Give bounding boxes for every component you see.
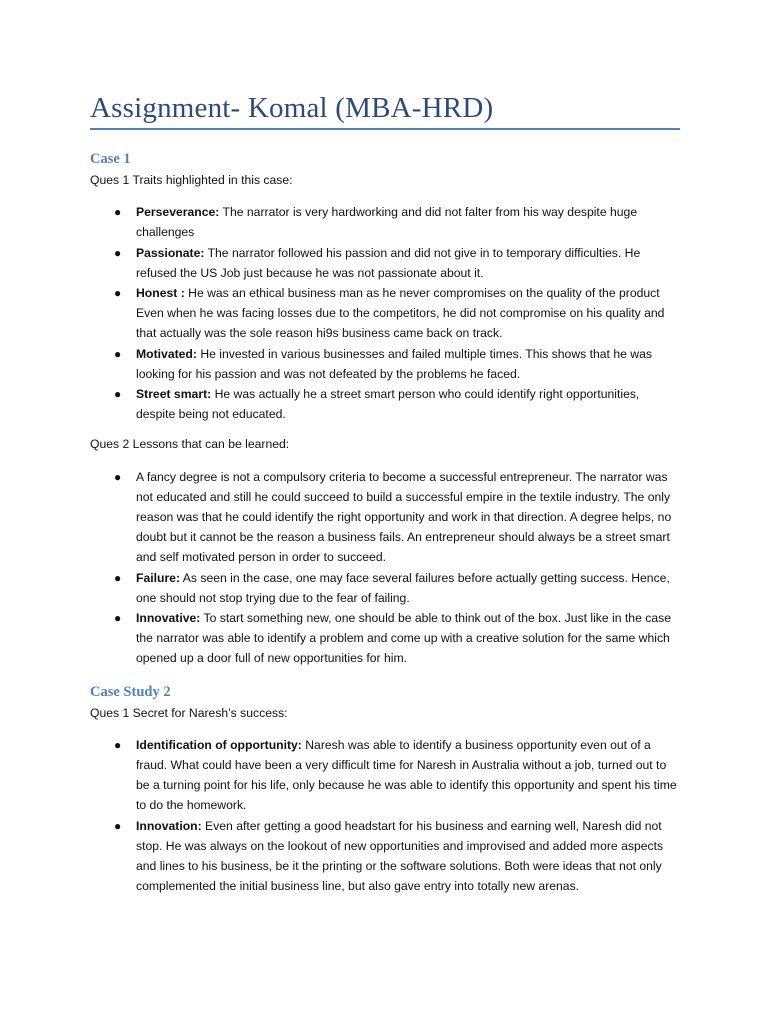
item-text: As seen in the case, one may face several failures before actually getting success. Hence, one should not stop trying due to the fear of failing. bbox=[136, 570, 670, 605]
item-term: Street smart: bbox=[136, 387, 212, 402]
bullet-icon: ● bbox=[114, 611, 122, 626]
document-body bbox=[90, 148, 680, 897]
bullet-icon: ● bbox=[114, 245, 122, 260]
bullet-icon: ● bbox=[114, 205, 122, 220]
item-text: Naresh was able to identify a business opportunity even out of a fraud. What could have been a very difficult time for Naresh in Australia without a job, turned out to be a turning point for his life, only because he was able to identify this opportunity and spent his time to do the homework. bbox=[136, 737, 677, 813]
bullet-icon: ● bbox=[114, 387, 122, 402]
item-text: A fancy degree is not a compulsory criteria to become a successful entrepreneur. The narrator was not educated and still he could succeed to build a successful empire in the textile industry. The only reason was that he could identify the right opportunity and work in that direction. A degree helps, no doubt but it cannot be the reason a business fails. An entrepreneur should always be a street smart and self motivated person in order to succeed. bbox=[136, 469, 672, 565]
traits-list bbox=[90, 202, 680, 424]
success-list bbox=[90, 735, 680, 897]
item-term: Passionate: bbox=[136, 245, 205, 260]
bullet-icon: ● bbox=[114, 286, 122, 301]
item-term: Innovation: bbox=[136, 818, 202, 833]
list-item bbox=[90, 202, 680, 242]
bullet-icon: ● bbox=[114, 469, 122, 484]
item-text: He was actually he a street smart person who could identify right opportunities, despite being not educated. bbox=[136, 387, 640, 422]
item-term: Failure: bbox=[136, 570, 181, 585]
item-text: Even after getting a good headstart for his business and earning well, Naresh did not stop. He was always on the lookout of new opportunities and improvised and added more aspects and lines to his business, be it the printing or the software solutions. Both were ideas that not only complemented the initial business line, but also gave entry into totally new arenas. bbox=[136, 818, 664, 894]
bullet-icon: ● bbox=[114, 737, 122, 752]
case1-heading: Case 1 bbox=[90, 151, 131, 167]
lessons-list bbox=[90, 467, 680, 669]
list-item bbox=[90, 735, 680, 816]
case1-question-1: Ques 1 Traits highlighted in this case: bbox=[90, 173, 293, 187]
item-term: Identification of opportunity: bbox=[136, 737, 302, 752]
bullet-icon: ● bbox=[114, 570, 122, 585]
item-text: He was an ethical business man as he never compromises on the quality of the product Even when he was facing losses due to the competitors, he did not compromise on his quality and that actually was the sole reason hi9s business came back on track. bbox=[136, 286, 665, 341]
bullet-icon: ● bbox=[114, 818, 122, 833]
item-text: The narrator is very hardworking and did not falter from his way despite huge challenges bbox=[136, 205, 638, 240]
item-text: To start something new, one should be able to think out of the box. Just like in the case the narrator was able to identify a problem and come up with a creative solution for the same which opened up a door full of new opportunities for him. bbox=[136, 611, 671, 666]
list-item bbox=[90, 568, 680, 608]
list-item bbox=[90, 608, 680, 669]
list-item bbox=[90, 816, 680, 897]
case2-question-1: Ques 1 Secret for Naresh’s success: bbox=[90, 705, 288, 720]
item-term: Perseverance: bbox=[136, 205, 220, 220]
item-term: Motivated: bbox=[136, 346, 197, 361]
case2-heading: Case Study 2 bbox=[90, 683, 171, 700]
list-item bbox=[90, 243, 680, 283]
list-item bbox=[90, 467, 680, 568]
list-item bbox=[90, 344, 680, 384]
case1-question-2: Ques 2 Lessons that can be learned: bbox=[90, 437, 290, 452]
item-term: Innovative: bbox=[136, 611, 201, 626]
page-title: Assignment- Komal (MBA-HRD) bbox=[90, 92, 494, 124]
list-item bbox=[90, 283, 680, 344]
list-item bbox=[90, 384, 680, 424]
title-divider bbox=[90, 128, 680, 130]
item-term: Honest : bbox=[136, 286, 185, 301]
item-text: He invested in various businesses and failed multiple times. This shows that he was looking for his passion and was not defeated by the problems he faced. bbox=[136, 346, 652, 381]
bullet-icon: ● bbox=[114, 346, 122, 361]
item-text: The narrator followed his passion and did not give in to temporary difficulties. He refused the US Job just because he was not passionate about it. bbox=[136, 245, 641, 280]
